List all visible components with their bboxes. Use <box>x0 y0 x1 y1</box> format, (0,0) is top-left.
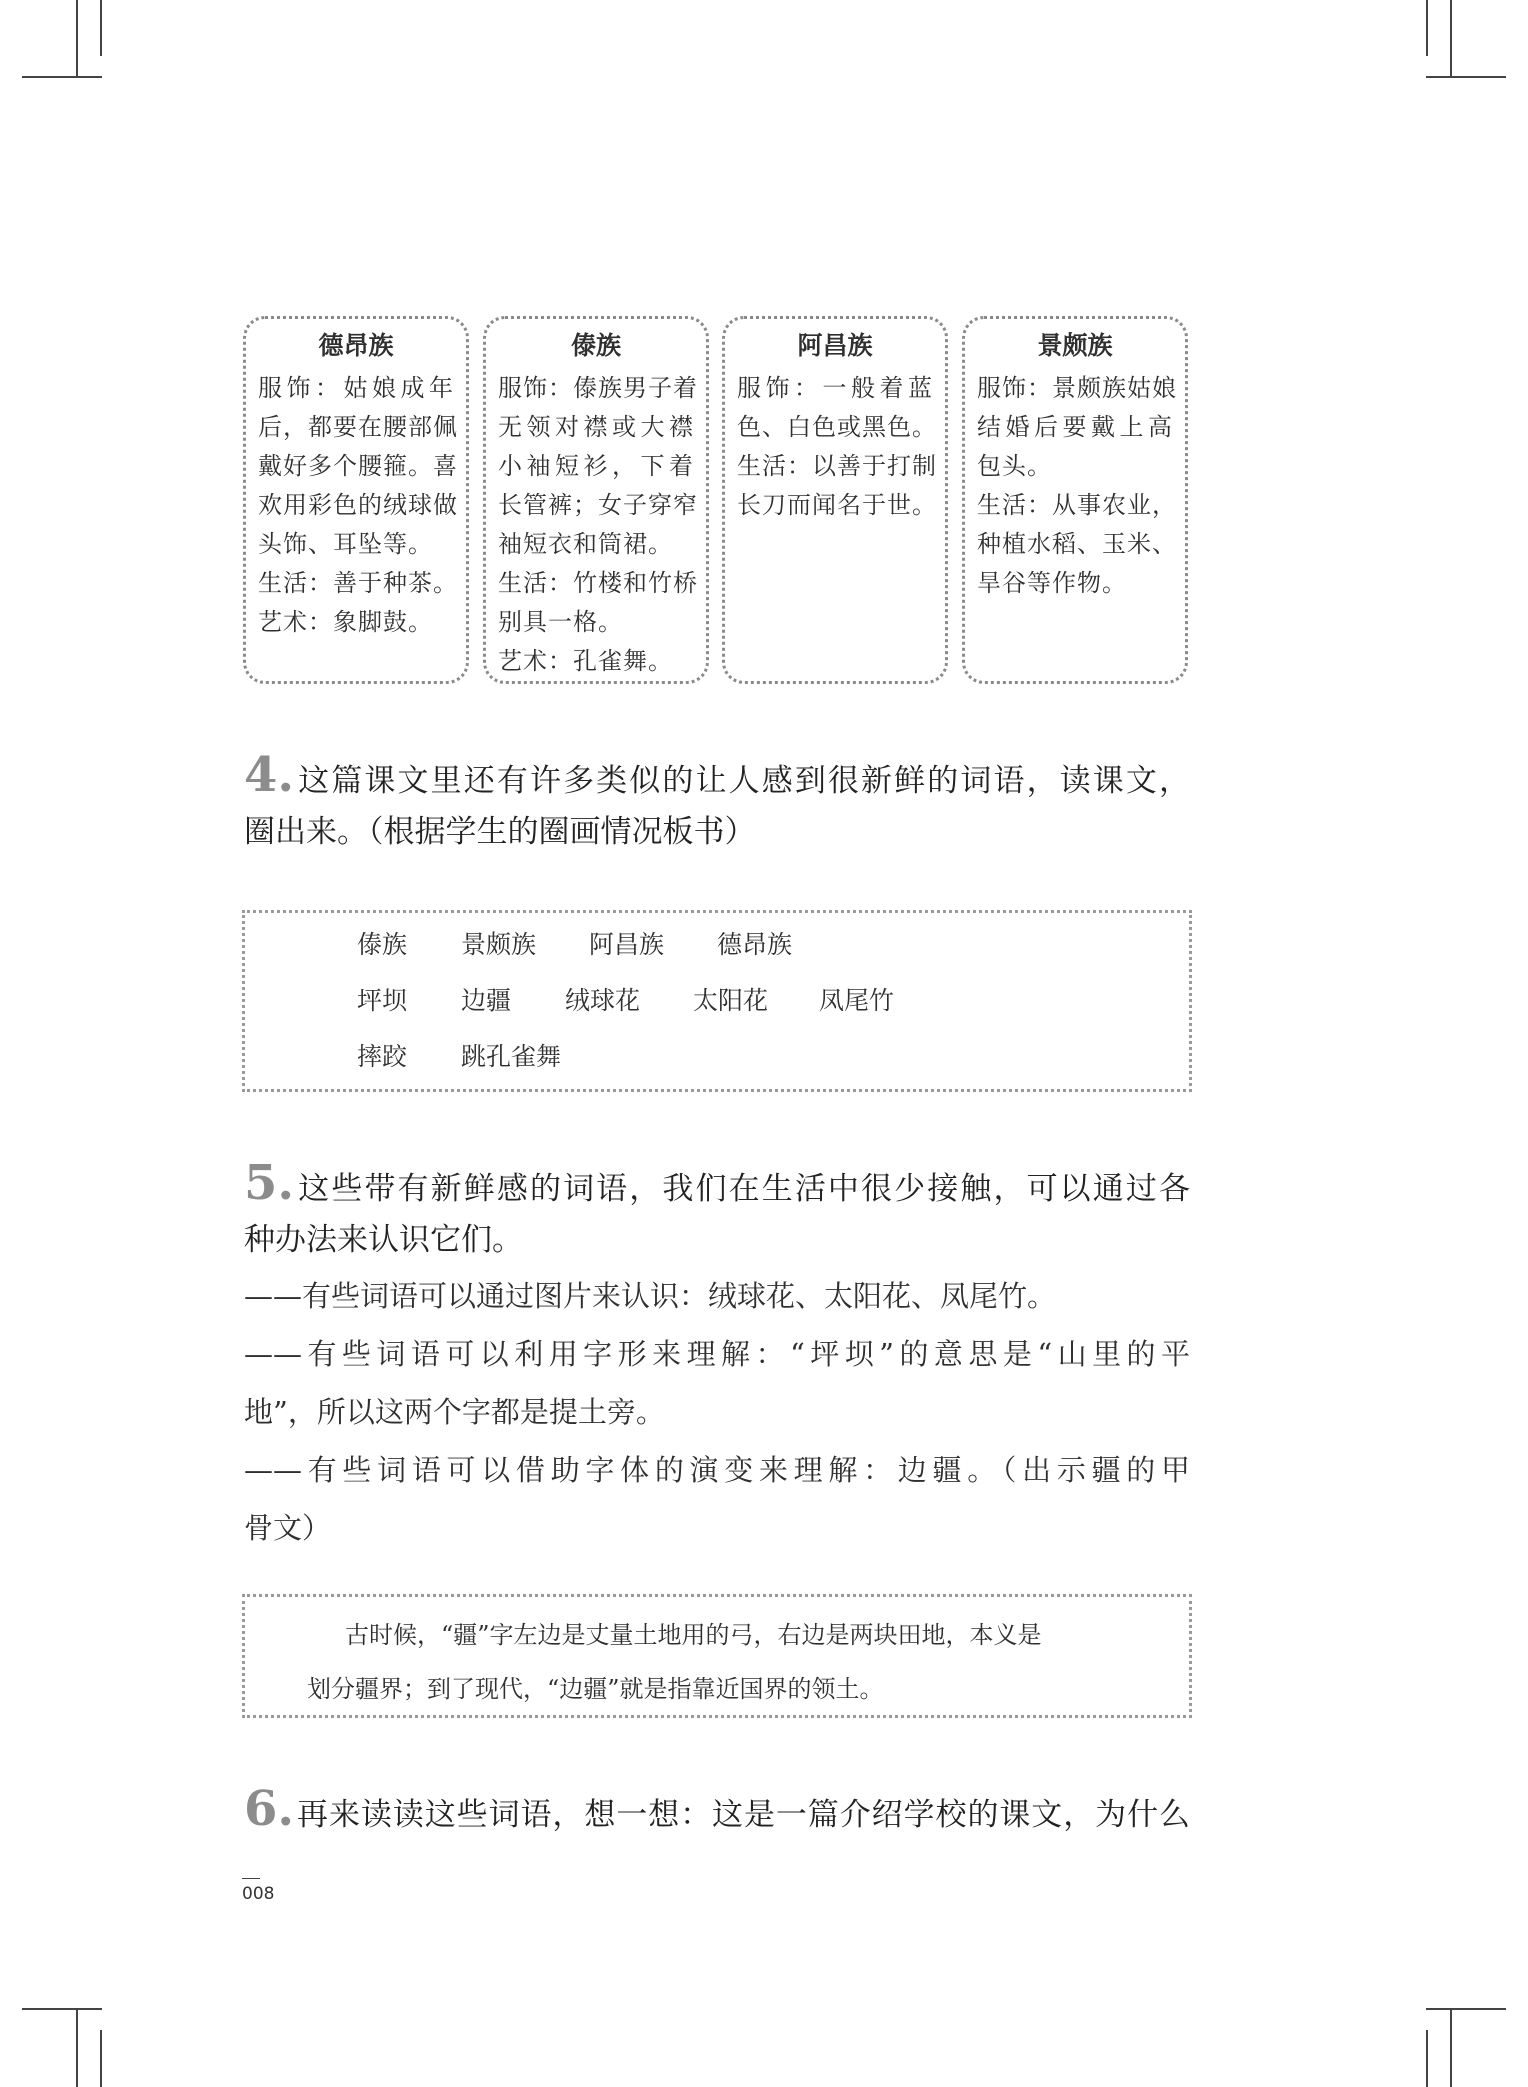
question-6 <box>244 1778 1190 1844</box>
card-achang <box>722 316 948 684</box>
card-title: 傣族 <box>570 331 621 360</box>
question-number: 6. <box>244 1781 295 1837</box>
card-line: 生活：以善于打制 <box>737 452 937 480</box>
card-title: 景颇族 <box>1037 331 1113 360</box>
bullet-line: ——有些词语可以通过图片来认识：绒球花、太阳花、凤尾竹。 <box>244 1279 1057 1313</box>
card-deang <box>243 316 469 684</box>
word: 阿昌族 <box>589 930 665 959</box>
bullet-line: 地”，所以这两个字都是提土旁。 <box>244 1395 665 1429</box>
question-5 <box>244 1152 1190 1545</box>
card-line: 头饰、耳坠等。 <box>258 530 433 558</box>
crop-mark <box>1426 2008 1506 2010</box>
card-line: 包头。 <box>977 452 1052 480</box>
card-line: 旱谷等作物。 <box>977 569 1127 597</box>
card-line: 服饰：姑娘成年 <box>258 374 454 402</box>
card-line: 长管裤；女子穿窄 <box>498 491 698 519</box>
card-title: 德昂族 <box>318 331 394 360</box>
bullet-line: ——有些词语可以利用字形来理解：“坪坝”的意思是“山里的平 <box>244 1337 1190 1371</box>
card-line: 生活：善于种茶。 <box>258 569 458 597</box>
word: 德昂族 <box>717 930 793 959</box>
card-line: 艺术：象脚鼓。 <box>258 608 433 636</box>
question-6-line <box>244 1778 1190 1846</box>
crop-mark <box>100 0 102 56</box>
question-5-line <box>244 1152 1190 1220</box>
note-line: 古时候，“疆”字左边是丈量土地用的弓，右边是两块田地，本义是 <box>345 1621 1042 1649</box>
card-line: 后，都要在腰部佩 <box>258 413 458 441</box>
page-number-rule <box>242 1878 260 1879</box>
question-text: 这篇课文里还有许多类似的让人感到很新鲜的词语，读课文， <box>296 763 1190 799</box>
crop-mark <box>1450 2008 1452 2087</box>
card-line: 袖短衣和筒裙。 <box>498 530 673 558</box>
card-dai <box>483 316 709 684</box>
note-line: 划分疆界；到了现代，“边疆”就是指靠近国界的领土。 <box>307 1675 884 1703</box>
crop-mark <box>76 0 78 78</box>
word: 坪坝 <box>357 986 408 1015</box>
card-jingpo <box>962 316 1188 684</box>
question-text: 这些带有新鲜感的词语，我们在生活中很少接触，可以通过各 <box>296 1171 1190 1207</box>
card-line: 戴好多个腰箍。喜 <box>258 452 458 480</box>
note-box <box>242 1594 1192 1718</box>
word: 凤尾竹 <box>819 986 895 1015</box>
card-line: 色、白色或黑色。 <box>737 413 937 441</box>
card-line: 结婚后要戴上高 <box>977 413 1173 441</box>
word: 绒球花 <box>565 986 641 1015</box>
card-line: 欢用彩色的绒球做 <box>258 491 458 519</box>
crop-mark <box>1426 2030 1428 2087</box>
question-number: 5. <box>244 1155 295 1211</box>
word-box <box>242 910 1192 1092</box>
word: 景颇族 <box>461 930 537 959</box>
question-4-line: 圈出来。（根据学生的圈画情况板书） <box>244 814 756 850</box>
question-5-line: 种办法来认识它们。 <box>244 1222 523 1258</box>
card-line: 生活：从事农业， <box>977 491 1177 519</box>
word: 跳孔雀舞 <box>461 1042 562 1071</box>
bullet-line: ——有些词语可以借助字体的演变来理解：边疆。（出示疆的甲 <box>244 1453 1190 1487</box>
card-line: 种植水稻、玉米、 <box>977 530 1177 558</box>
card-line: 小袖短衫，下着 <box>498 452 694 480</box>
page-number: 008 <box>242 1884 275 1904</box>
crop-mark <box>76 2008 78 2087</box>
crop-mark <box>22 2008 102 2010</box>
bullet-line: 骨文） <box>244 1511 332 1545</box>
question-4 <box>244 744 1190 864</box>
word: 太阳花 <box>693 986 769 1015</box>
word: 边疆 <box>461 986 512 1015</box>
crop-mark <box>22 76 102 78</box>
card-line: 服饰：一般着蓝 <box>737 374 933 402</box>
question-4-line <box>244 744 1190 812</box>
word: 傣族 <box>357 930 408 959</box>
card-line: 服饰：傣族男子着 <box>498 374 698 402</box>
crop-mark <box>1426 0 1428 56</box>
crop-mark <box>1450 0 1452 78</box>
question-text: 再来读读这些词语，想一想：这是一篇介绍学校的课文，为什么 <box>296 1797 1190 1833</box>
card-line: 服饰：景颇族姑娘 <box>977 374 1177 402</box>
card-line: 长刀而闻名于世。 <box>737 491 937 519</box>
word: 摔跤 <box>357 1042 408 1071</box>
crop-mark <box>1426 76 1506 78</box>
card-line: 无领对襟或大襟 <box>498 413 694 441</box>
card-line: 艺术：孔雀舞。 <box>498 647 673 675</box>
question-number: 4. <box>244 747 295 803</box>
crop-mark <box>100 2030 102 2087</box>
card-line: 生活：竹楼和竹桥 <box>498 569 698 597</box>
card-line: 别具一格。 <box>498 608 623 636</box>
card-title: 阿昌族 <box>797 331 873 360</box>
